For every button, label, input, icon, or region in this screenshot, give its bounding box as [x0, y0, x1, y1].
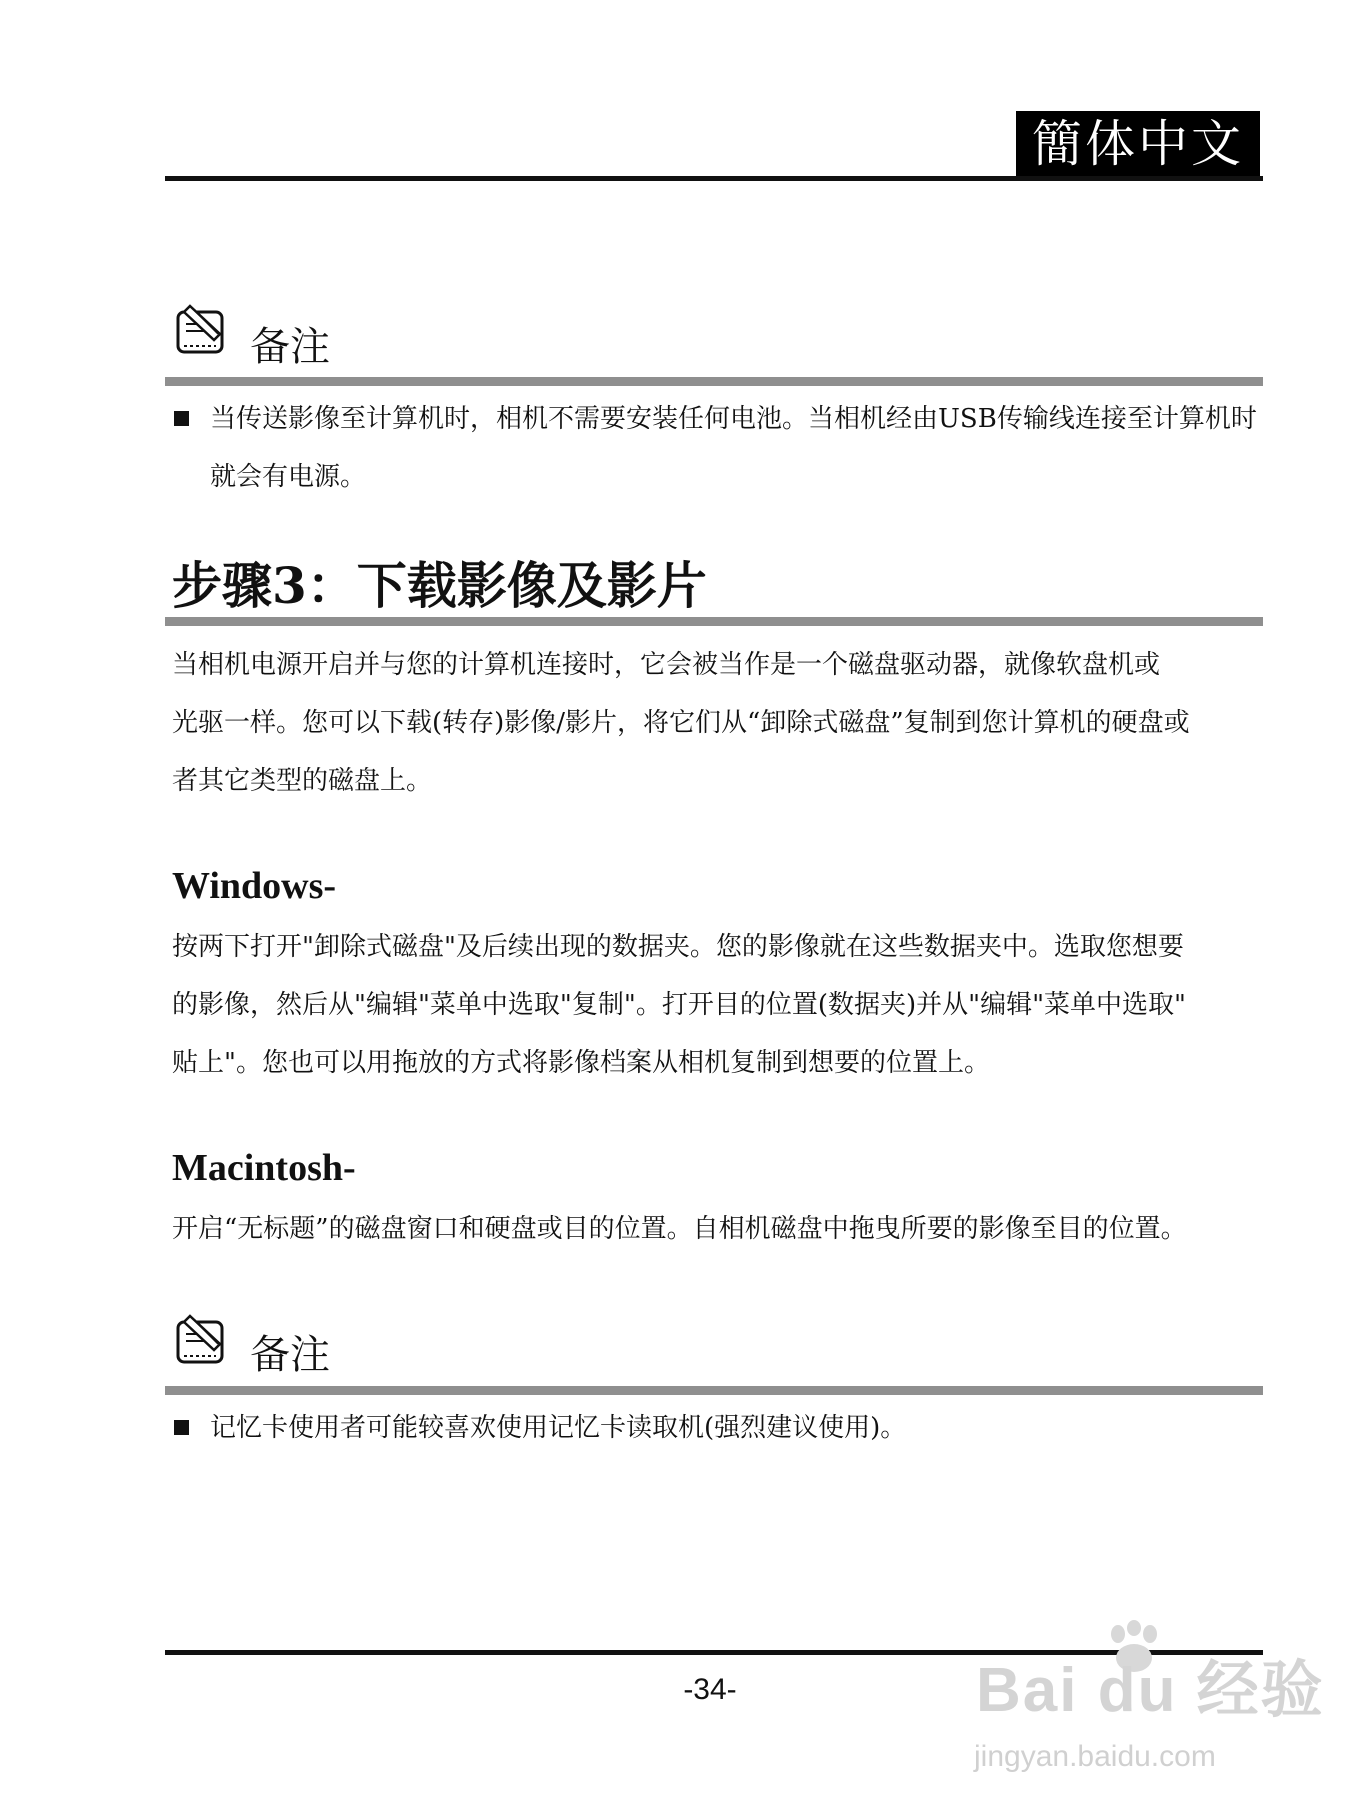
- text-line: 开启“无标题”的磁盘窗口和硬盘或目的位置。自相机磁盘中拖曳所要的影像至目的位置。: [172, 1214, 1187, 1244]
- footer-rule: [165, 1650, 1263, 1655]
- note-title: 备注: [250, 1332, 330, 1378]
- mac-heading: Macintosh-: [172, 1147, 356, 1189]
- note-item: 记忆卡使用者可能较喜欢使用记忆卡读取机(强烈建议使用)。: [210, 1413, 907, 1443]
- note-rule: [165, 377, 1263, 386]
- note-item: 当传送影像至计算机时，相机不需要安装任何电池。当相机经由USB传输线连接至计算机时就会有电源。: [210, 404, 1257, 492]
- bullet-icon: [174, 1420, 189, 1435]
- text-line: 的影像，然后从"编辑"菜单中选取"复制"。打开目的位置(数据夹)并从"编辑"菜单中选取": [172, 990, 1187, 1020]
- text-line: 当相机电源开启并与您的计算机连接时，它会被当作是一个磁盘驱动器，就像软盘机或: [172, 650, 1161, 680]
- header-rule: [165, 176, 1263, 181]
- bullet-icon: [174, 411, 189, 426]
- note-rule: [165, 1386, 1263, 1395]
- mac-instructions: [172, 1200, 1272, 1258]
- section-heading: 步骤3：下载影像及影片: [172, 556, 707, 615]
- text-line: 按两下打开"卸除式磁盘"及后续出现的数据夹。您的影像就在这些数据夹中。选取您想要: [172, 932, 1184, 962]
- section-rule: [165, 617, 1263, 626]
- step3-intro: [172, 636, 1272, 810]
- text-line: 者其它类型的磁盘上。: [172, 766, 433, 796]
- language-tab: 簡体中文: [1016, 111, 1260, 177]
- text-line: 贴上"。您也可以用拖放的方式将影像档案从相机复制到想要的位置上。: [172, 1048, 990, 1078]
- note-pencil-icon: [172, 1310, 230, 1368]
- windows-heading: Windows-: [172, 865, 337, 907]
- windows-instructions: [172, 918, 1272, 1092]
- note-title: 备注: [250, 324, 330, 370]
- watermark-logo: Bai du 经验: [976, 1656, 1325, 1725]
- watermark-url: jingyan.baidu.com: [974, 1740, 1216, 1773]
- note-pencil-icon: [172, 300, 230, 358]
- page-number: -34-: [683, 1673, 737, 1706]
- text-line: 光驱一样。您可以下载(转存)影像/影片，将它们从“卸除式磁盘”复制到您计算机的硬盘或: [172, 708, 1190, 738]
